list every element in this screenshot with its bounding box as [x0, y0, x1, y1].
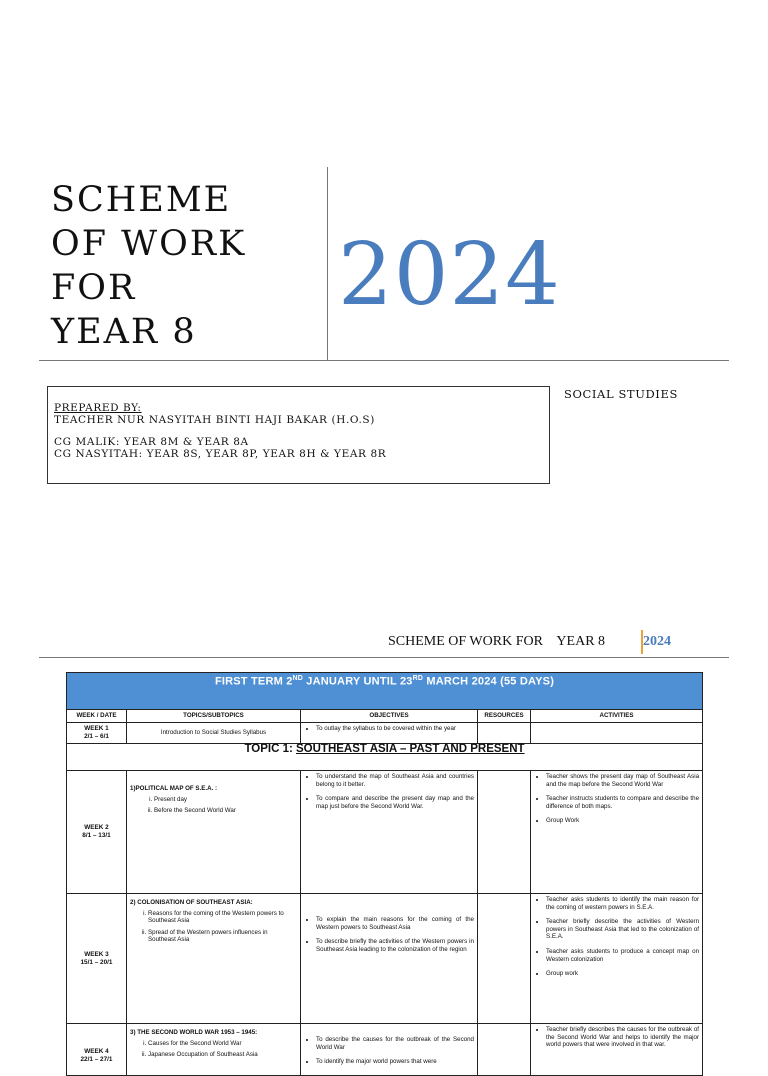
col-header-objectives: OBJECTIVES: [301, 710, 478, 723]
scheme-of-work-table: [66, 672, 703, 1076]
cover-title-line-2: OF WORK: [51, 224, 247, 264]
cover-divider-horizontal: [39, 360, 729, 361]
week4-activities: • Teacher briefly describes the causes for the outbreak of the Second World War and helps to identify the major world powers that were involved in that war.: [531, 1024, 703, 1076]
cover-year: 2024: [338, 225, 561, 325]
term-header: FIRST TERM 2ND JANUARY UNTIL 23RD MARCH 2024 (55 DAYS): [67, 673, 703, 710]
class-assignment-1: CG MALIK: YEAR 8M & YEAR 8A: [54, 436, 249, 448]
week3-topic: 2) COLONISATION OF SOUTHEAST ASIA: i. Reasons for the coming of the Western powers to Southeast Asia ii. Spread of the Western powers influences in Southeast Asia: [127, 894, 301, 1024]
week2-objectives: • To understand the map of Southeast Asia and countries belong to it better. • To compare and describe the present day map and the map just before the Second World War.: [301, 771, 478, 894]
table-row-week1: [67, 723, 703, 744]
table-row-week3: [67, 894, 703, 1024]
week3-activities: • Teacher asks students to identify the main reason for the coming of western powers in S.E.A. • Teacher briefly describe the activities of Western powers in Southeast Asia that led to the colonization of S.E.A. • Teacher asks students to produce a concept map on Western colonization • Group work: [531, 894, 703, 1024]
cover-title-line-3: FOR: [51, 268, 137, 308]
week1-topic: Introduction to Social Studies Syllabus: [127, 723, 301, 744]
week4-resources: [478, 1024, 531, 1076]
week1-objectives: • To outlay the syllabus to be covered within the year: [301, 723, 478, 744]
table-row-week2: [67, 771, 703, 894]
prepared-by-box: [47, 386, 550, 484]
topic1-heading: TOPIC 1: SOUTHEAST ASIA – PAST AND PRESENT: [67, 744, 703, 771]
week2-topic: 1)POLITICAL MAP OF S.E.A. : i. Present day ii. Before the Second World War: [127, 771, 301, 894]
teacher-name: TEACHER NUR NASYITAH BINTI HAJI BAKAR (H.O.S): [54, 413, 375, 426]
col-header-resources: RESOURCES: [478, 710, 531, 723]
page-header-rule: [39, 657, 729, 658]
column-header-row: [67, 710, 703, 723]
cover-divider-vertical: [327, 167, 328, 360]
week2-cell: WEEK 2 8/1 – 13/1: [67, 771, 127, 894]
subject-name: SOCIAL STUDIES: [564, 387, 678, 401]
week2-resources: [478, 771, 531, 894]
week1-resources: [478, 723, 531, 744]
cover-title-line-4: YEAR 8: [51, 312, 197, 352]
prepared-by-label: PREPARED BY:: [54, 402, 142, 414]
cover-title-line-1: SCHEME: [51, 180, 232, 220]
page-header-title: SCHEME OF WORK FOR YEAR 8: [388, 634, 606, 649]
week4-objectives: • To describe the causes for the outbreak of the Second World War • To identify the major world powers that were: [301, 1024, 478, 1076]
week1-cell: WEEK 1 2/1 – 6/1: [67, 723, 127, 744]
page-header-year: 2024: [643, 634, 671, 649]
col-header-week: WEEK / DATE: [67, 710, 127, 723]
week3-objectives: • To explain the main reasons for the coming of the Western powers to Southeast Asia • To describe briefly the activities of the Western powers in Southeast Asia leading to the colonization of the region: [301, 894, 478, 1024]
table-row-week4: [67, 1024, 703, 1076]
col-header-topics: TOPICS/SUBTOPICS: [127, 710, 301, 723]
cover-title: [51, 178, 321, 354]
topic1-row: [67, 744, 703, 771]
week3-cell: WEEK 3 15/1 – 20/1: [67, 894, 127, 1024]
week2-activities: • Teacher shows the present day map of Southeast Asia and the map before the Second World War • Teacher instructs students to compare and describe the difference of both maps. • Group Work: [531, 771, 703, 894]
week1-activities: [531, 723, 703, 744]
class-assignment-2: CG NASYITAH: YEAR 8S, YEAR 8P, YEAR 8H & YEAR 8R: [54, 447, 387, 460]
week3-resources: [478, 894, 531, 1024]
term-header-row: [67, 673, 703, 710]
week4-cell: WEEK 4 22/1 – 27/1: [67, 1024, 127, 1076]
week4-topic: 3) THE SECOND WORLD WAR 1953 – 1945: i. Causes for the Second World War ii. Japanese Occupation of Southeast Asia: [127, 1024, 301, 1076]
col-header-activities: ACTIVITIES: [531, 710, 703, 723]
